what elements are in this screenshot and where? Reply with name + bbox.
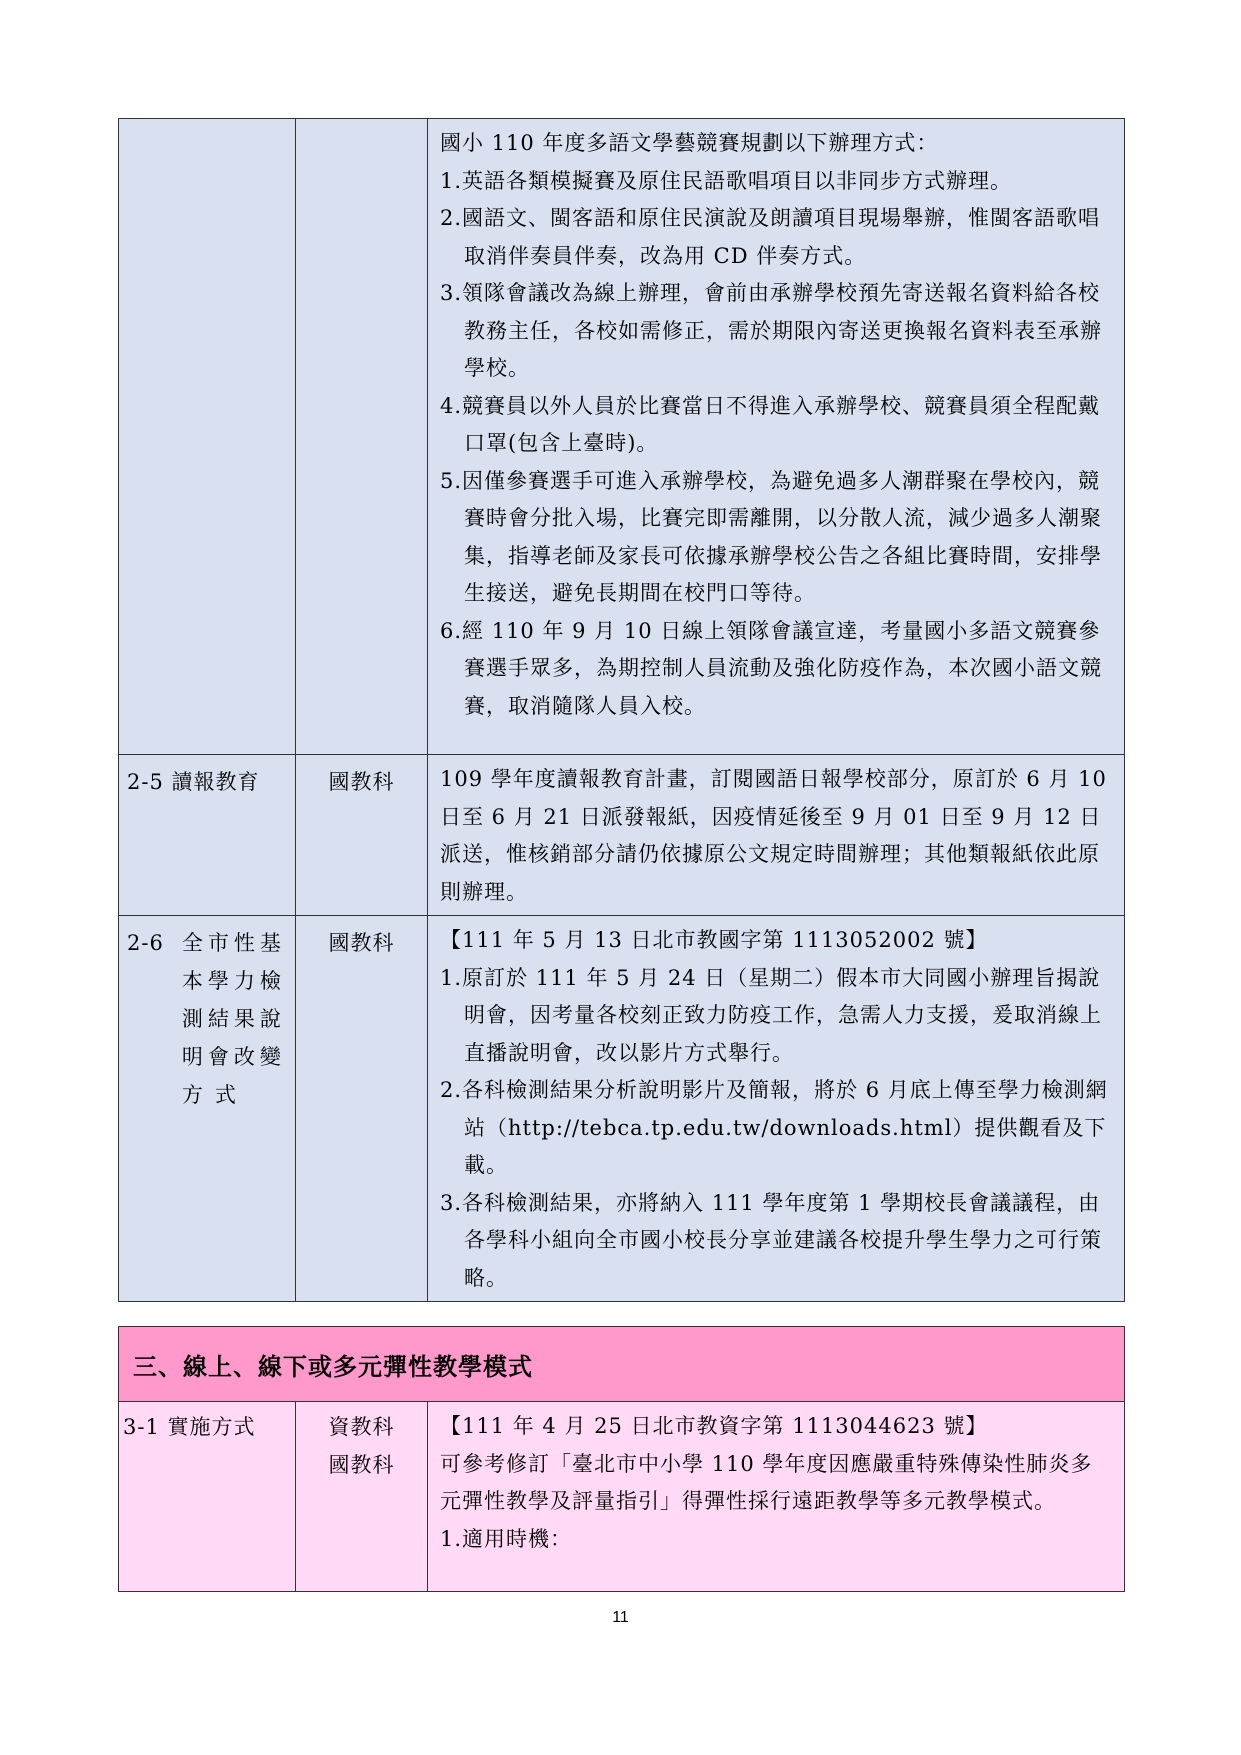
table-section-3 bbox=[118, 1326, 1125, 1592]
reference-text: 【111 年 4 月 25 日北市教資字第 1113044623 號】 bbox=[440, 1414, 988, 1438]
department-cell bbox=[296, 1402, 428, 1592]
category-cell bbox=[119, 916, 296, 1302]
category-number: 2-6 bbox=[127, 931, 164, 955]
list-item: 1.適用時機： bbox=[440, 1526, 573, 1551]
list-item: 3.各科檢測結果，亦將納入 111 學年度第 1 學期校長會議議程，由各學科小組向全市國小校長分享並建議各校提升學生學力之可行策略。 bbox=[440, 1190, 1102, 1290]
list-item: 4.競賽員以外人員於比賽當日不得進入承辦學校、競賽員須全程配戴口罩(包含上臺時)。 bbox=[440, 393, 1101, 455]
department-name: 資教科 bbox=[328, 1415, 395, 1439]
table-row bbox=[119, 916, 1125, 1302]
table-section-2 bbox=[118, 118, 1125, 1302]
category-line: 明會改變 bbox=[181, 1045, 282, 1069]
content-cell bbox=[428, 916, 1125, 1302]
category-cell bbox=[119, 119, 296, 755]
category-line: 全市性基 bbox=[181, 931, 282, 955]
list-item: 1.英語各類模擬賽及原住民語歌唱項目以非同步方式辦理。 bbox=[440, 168, 1013, 193]
paragraph: 109 學年度讀報教育計畫，訂閱國語日報學校部分，原訂於 6 月 10 日至 6 月 21 日派發報紙，因疫情延後至 9 月 01 日至 9 月 12 日派送，惟核銷部分請仍依據原公文規定時間辦理；其他類報紙依此原則辦理。 bbox=[440, 767, 1107, 904]
category-line: 方式 bbox=[181, 1083, 248, 1107]
table-row bbox=[119, 1402, 1125, 1592]
category-cell: 2-5 讀報教育 bbox=[119, 755, 296, 916]
section-heading-row bbox=[119, 1327, 1125, 1402]
list-item: 3.領隊會議改為線上辦理，會前由承辦學校預先寄送報名資料給各校教務主任，各校如需修正，需於期限內寄送更換報名資料表至承辦學校。 bbox=[440, 281, 1102, 380]
content-cell bbox=[428, 119, 1125, 755]
department-name: 國教科 bbox=[328, 1453, 395, 1477]
content-cell bbox=[428, 1402, 1125, 1592]
reference-text: 【111 年 5 月 13 日北市教國字第 1113052002 號】 bbox=[440, 928, 988, 952]
list-item: 6.經 110 年 9 月 10 日線上領隊會議宣達，考量國小多語文競賽參賽選手眾多，為期控制人員流動及強化防疫作為，本次國小語文競賽，取消隨隊人員入校。 bbox=[440, 618, 1102, 718]
page-number: 11 bbox=[612, 1609, 629, 1626]
department-cell: 國教科 bbox=[296, 755, 428, 916]
paragraph: 可參考修訂「臺北市中小學 110 學年度因應嚴重特殊傳染性肺炎多元彈性教學及評量指引」得彈性採行遠距教學等多元教學模式。 bbox=[440, 1451, 1093, 1513]
content-cell bbox=[428, 755, 1125, 916]
category-line: 本學力檢 bbox=[181, 969, 282, 993]
table-row bbox=[119, 755, 1125, 916]
intro-text: 國小 110 年度多語文學藝競賽規劃以下辦理方式： bbox=[440, 131, 939, 155]
list-item: 2.國語文、閩客語和原住民演說及朗讀項目現場舉辦，惟閩客語歌唱取消伴奏員伴奏，改為用 CD 伴奏方式。 bbox=[440, 206, 1101, 268]
department-cell bbox=[296, 119, 428, 755]
table-row bbox=[119, 119, 1125, 755]
list-item: 2.各科檢測結果分析說明影片及簡報，將於 6 月底上傳至學力檢測網站（http://tebca.tp.edu.tw/downloads.html）提供觀看及下載。 bbox=[440, 1078, 1108, 1177]
section-heading: 三、線上、線下或多元彈性教學模式 bbox=[119, 1327, 1125, 1402]
list-item: 5.因僅參賽選手可進入承辦學校，為避免過多人潮群聚在學校內，競賽時會分批入場，比賽完即需離開，以分散人流，減少過多人潮聚集，指導老師及家長可依據承辦學校公告之各組比賽時間，安排學生接送，避免長期間在校門口等待。 bbox=[440, 468, 1102, 605]
department-cell: 國教科 bbox=[296, 916, 428, 1302]
category-cell: 3-1 實施方式 bbox=[119, 1402, 296, 1592]
category-line: 測結果說 bbox=[181, 1007, 282, 1031]
list-item: 1.原訂於 111 年 5 月 24 日（星期二）假本市大同國小辦理旨揭說明會，因考量各校刻正致力防疫工作，急需人力支援，爰取消線上直播說明會，改以影片方式舉行。 bbox=[440, 965, 1102, 1065]
